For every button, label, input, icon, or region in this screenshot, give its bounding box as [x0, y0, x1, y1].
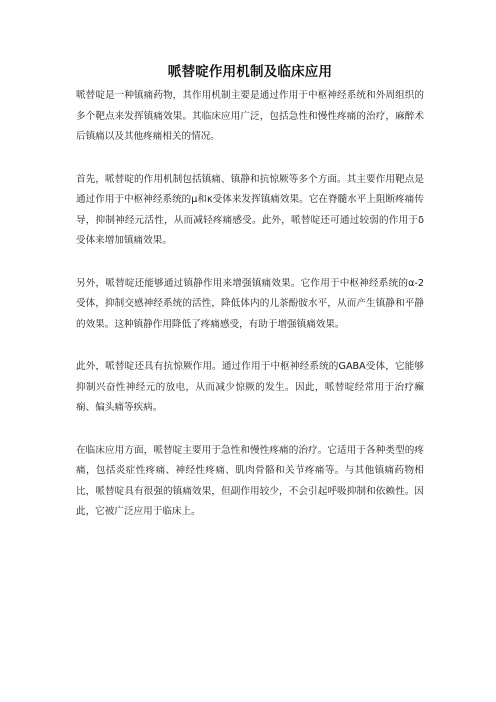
paragraph-sedation: 另外，哌替啶还能够通过镇静作用来增强镇痛效果。它作用于中枢神经系统的α-2受体，抑制交感神经系统的活性，降低体内的儿茶酚胺水平，从而产生镇静和平静的效果。这种镇静作用降低了疼痛感受，有助于增强镇痛效果。 — [76, 277, 424, 330]
paragraph-clinical-use: 在临床应用方面，哌替啶主要用于急性和慢性疼痛的治疗。它适用于各种类型的疼痛，包括炎症性疼痛、神经性疼痛、肌肉骨骼和关节疼痛等。与其他镇痛药物相比，哌替啶具有很强的镇痛效果，但副作用较少，不会引起呼吸抑制和依赖性。因此，它被广泛应用于临床上。 — [76, 444, 424, 517]
document-title: 哌替啶作用机制及临床应用 — [167, 64, 333, 80]
paragraph-mechanism: 首先，哌替啶的作用机制包括镇痛、镇静和抗惊厥等多个方面。其主要作用靶点是通过作用于中枢神经系统的μ和κ受体来发挥镇痛效果。它在脊髓水平上阻断疼痛传导，抑制神经元活性，从而减轻疼痛感受。此外，哌替啶还可通过较弱的作用于δ受体来增加镇痛效果。 — [76, 173, 424, 246]
paragraph-anticonvulsant: 此外，哌替啶还具有抗惊厥作用。通过作用于中枢神经系统的GABA受体，它能够抑制兴奋性神经元的放电，从而减少惊厥的发生。因此，哌替啶经常用于治疗癫痫、偏头痛等疾病。 — [76, 361, 424, 413]
paragraph-intro: 哌替啶是一种镇痛药物，其作用机制主要是通过作用于中枢神经系统和外周组织的多个靶点来发挥镇痛效果。其临床应用广泛，包括急性和慢性疼痛的治疗，麻醉术后镇痛以及其他疼痛相关的情况。 — [76, 90, 424, 142]
